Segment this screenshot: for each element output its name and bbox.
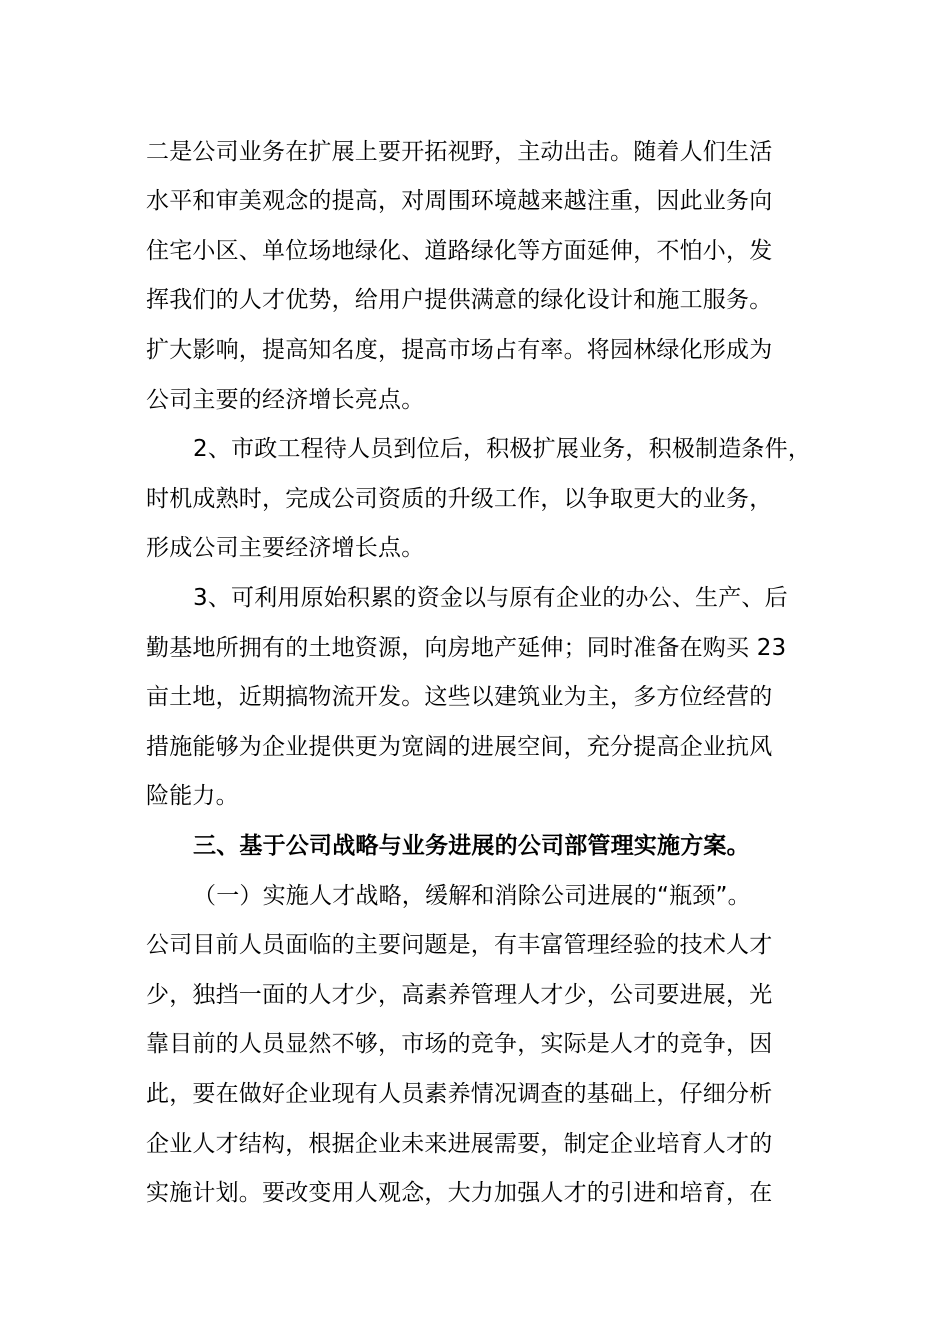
body-text-line: 扩大影响，提高知名度，提高市场占有率。将园林绿化形成为 bbox=[146, 337, 773, 363]
body-text-line: 住宅小区、单位场地绿化、道路绿化等方面延伸，不怕小，发 bbox=[146, 238, 773, 264]
numbered-paragraph-line: 3、可利用原始积累的资金以与原有企业的办公、生产、后 bbox=[193, 585, 788, 611]
body-text-line: 公司目前人员面临的主要问题是，有丰富管理经验的技术人才 bbox=[146, 932, 773, 958]
body-text-line: 少，独挡一面的人才少，高素养管理人才少，公司要进展，光 bbox=[146, 982, 773, 1008]
body-text-line: 措施能够为企业提供更为宽阔的进展空间，充分提高企业抗风 bbox=[146, 734, 773, 760]
body-text-line: 挥我们的人才优势，给用户提供满意的绿化设计和施工服务。 bbox=[146, 287, 773, 313]
body-text-line: 时机成熟时，完成公司资质的升级工作，以争取更大的业务， bbox=[146, 486, 773, 512]
body-text-line: 二是公司业务在扩展上要开拓视野，主动出击。随着人们生活 bbox=[146, 139, 773, 165]
body-text-line: 实施计划。要改变用人观念，大力加强人才的引进和培育，在 bbox=[146, 1180, 773, 1206]
body-text-line: 公司主要的经济增长亮点。 bbox=[146, 387, 425, 413]
body-text-line: 亩土地，近期搞物流开发。这些以建筑业为主，多方位经营的 bbox=[146, 684, 773, 710]
body-text-line: 此，要在做好企业现有人员素养情况调查的基础上，仔细分析 bbox=[146, 1081, 773, 1107]
body-text-line: 险能力。 bbox=[146, 783, 239, 809]
subsection-heading: （一）实施人才战略，缓解和消除公司进展的“瓶颈”。 bbox=[193, 883, 751, 909]
body-text-line: 形成公司主要经济增长点。 bbox=[146, 535, 425, 561]
numbered-paragraph-line: 2、市政工程待人员到位后，积极扩展业务，积极制造条件， bbox=[193, 436, 812, 462]
section-heading: 三、基于公司战略与业务进展的公司部管理实施方案。 bbox=[193, 833, 750, 859]
body-text-line: 水平和审美观念的提高，对周围环境越来越注重，因此业务向 bbox=[146, 188, 773, 214]
body-text-line: 靠目前的人员显然不够，市场的竞争，实际是人才的竞争，因 bbox=[146, 1031, 773, 1057]
body-text-line: 企业人才结构，根据企业未来进展需要，制定企业培育人才的 bbox=[146, 1131, 773, 1157]
body-text-line: 勤基地所拥有的土地资源，向房地产延伸；同时准备在购买 23 bbox=[146, 635, 787, 661]
